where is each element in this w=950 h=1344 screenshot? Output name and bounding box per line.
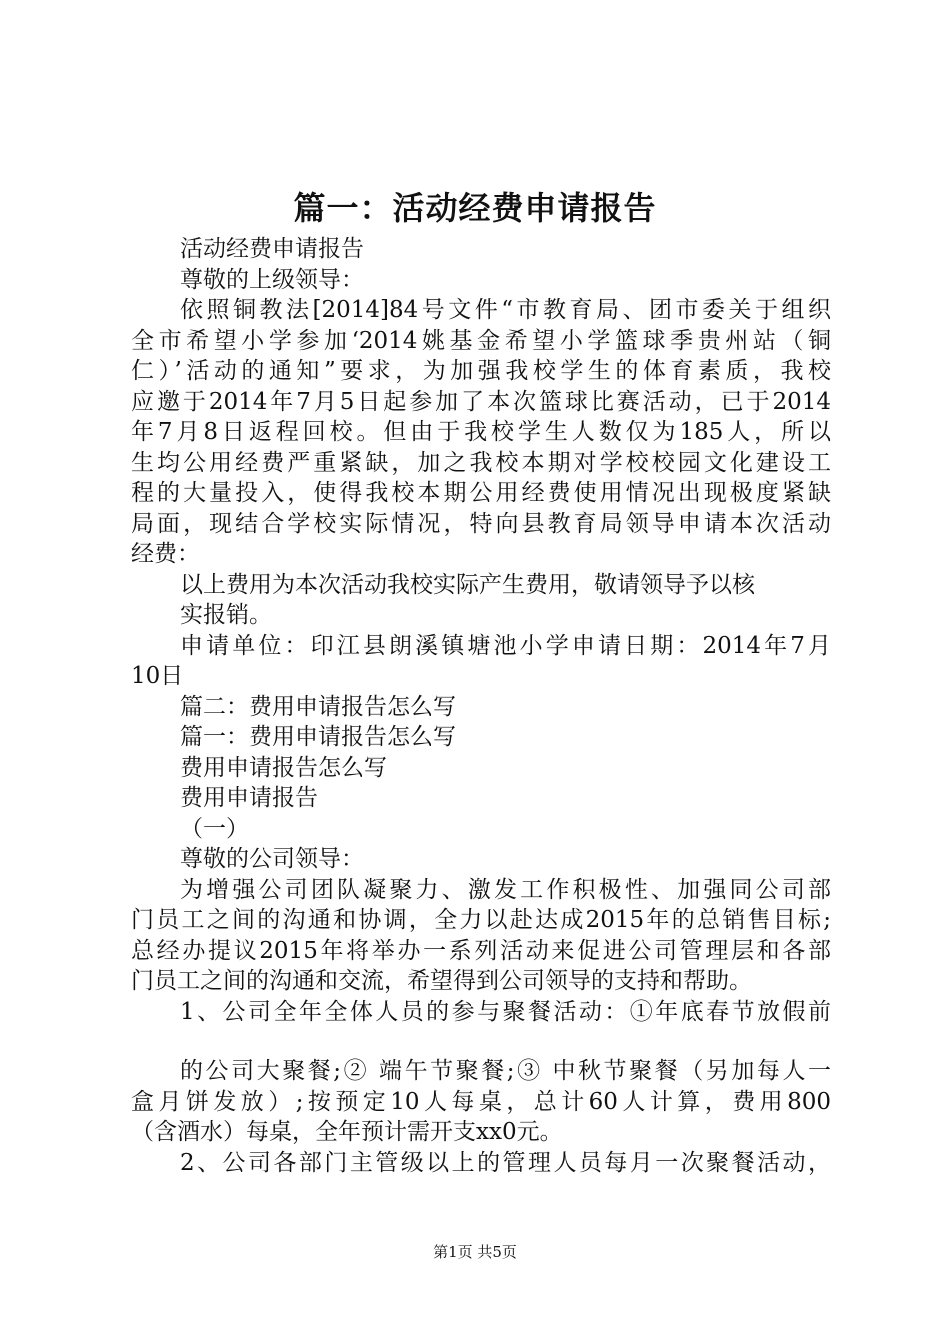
- text-line: 的公司大聚餐;② 端午节聚餐;③ 中秋节聚餐（另加每人一: [180, 1058, 831, 1084]
- text-line: 篇一：费用申请报告怎么写: [180, 724, 456, 750]
- text-line: 尊敬的公司领导：: [180, 846, 364, 872]
- text-line: 仁）’活动的通知”要求，为加强我校学生的体育素质，我校: [131, 358, 831, 384]
- text-line: 为增强公司团队凝聚力、激发工作积极性、加强同公司部: [180, 876, 831, 903]
- document-body: [131, 234, 831, 1178]
- text-line: 2、公司各部门主管级以上的管理人员每月一次聚餐活动，: [180, 1149, 831, 1176]
- text-line: 以上费用为本次活动我校实际产生费用，敬请领导予以核: [180, 571, 755, 598]
- text-line: 尊敬的上级领导：: [180, 266, 364, 293]
- text-line: 申请单位：印江县朗溪镇塘池小学申请日期：2014年7月: [180, 632, 831, 659]
- paragraph-gap: [131, 1027, 831, 1056]
- text-line: 门员工之间的沟通和协调，全力以赴达成2015年的总销售目标;: [131, 907, 831, 933]
- text-line: 年7月8日返程回校。但由于我校学生人数仅为185人，所以: [131, 419, 831, 445]
- page-footer: 第1页 共5页: [433, 1243, 517, 1261]
- text-line: 费用申请报告怎么写: [180, 754, 387, 781]
- text-line: 全市希望小学参加‘2014姚基金希望小学篮球季贵州站（铜: [131, 327, 831, 354]
- text-line: 应邀于2014年7月5日起参加了本次篮球比赛活动，已于2014: [131, 388, 831, 415]
- text-line: 10日: [131, 663, 184, 689]
- text-line: 局面，现结合学校实际情况，特向县教育局领导申请本次活动: [131, 510, 831, 537]
- text-line: 实报销。: [180, 602, 272, 628]
- text-line: 盒月饼发放）;按预定10人每桌，总计60人计算，费用800: [131, 1088, 831, 1115]
- text-line: 程的大量投入，使得我校本期公用经费使用情况出现极度紧缺: [131, 480, 831, 506]
- text-line: 篇二：费用申请报告怎么写: [180, 693, 456, 720]
- text-line: 经费：: [131, 541, 200, 567]
- text-line: 费用申请报告: [180, 785, 318, 811]
- text-line: 生均公用经费严重紧缺，加之我校本期对学校校园文化建设工: [131, 449, 831, 476]
- text-line: （一）: [180, 815, 249, 842]
- document-title: 篇一：活动经费申请报告: [293, 189, 657, 227]
- text-line: 门员工之间的沟通和交流，希望得到公司领导的支持和帮助。: [131, 968, 752, 994]
- text-line: 活动经费申请报告: [180, 236, 364, 262]
- text-line: 依照铜教法[2014]84号文件“市教育局、团市委关于组织: [180, 297, 831, 323]
- text-line: 1、公司全年全体人员的参与聚餐活动：①年底春节放假前: [180, 998, 831, 1025]
- text-line: 总经办提议2015年将举办一系列活动来促进公司管理层和各部: [131, 937, 831, 964]
- text-line: （含酒水）每桌，全年预计需开支xx0元。: [131, 1119, 563, 1145]
